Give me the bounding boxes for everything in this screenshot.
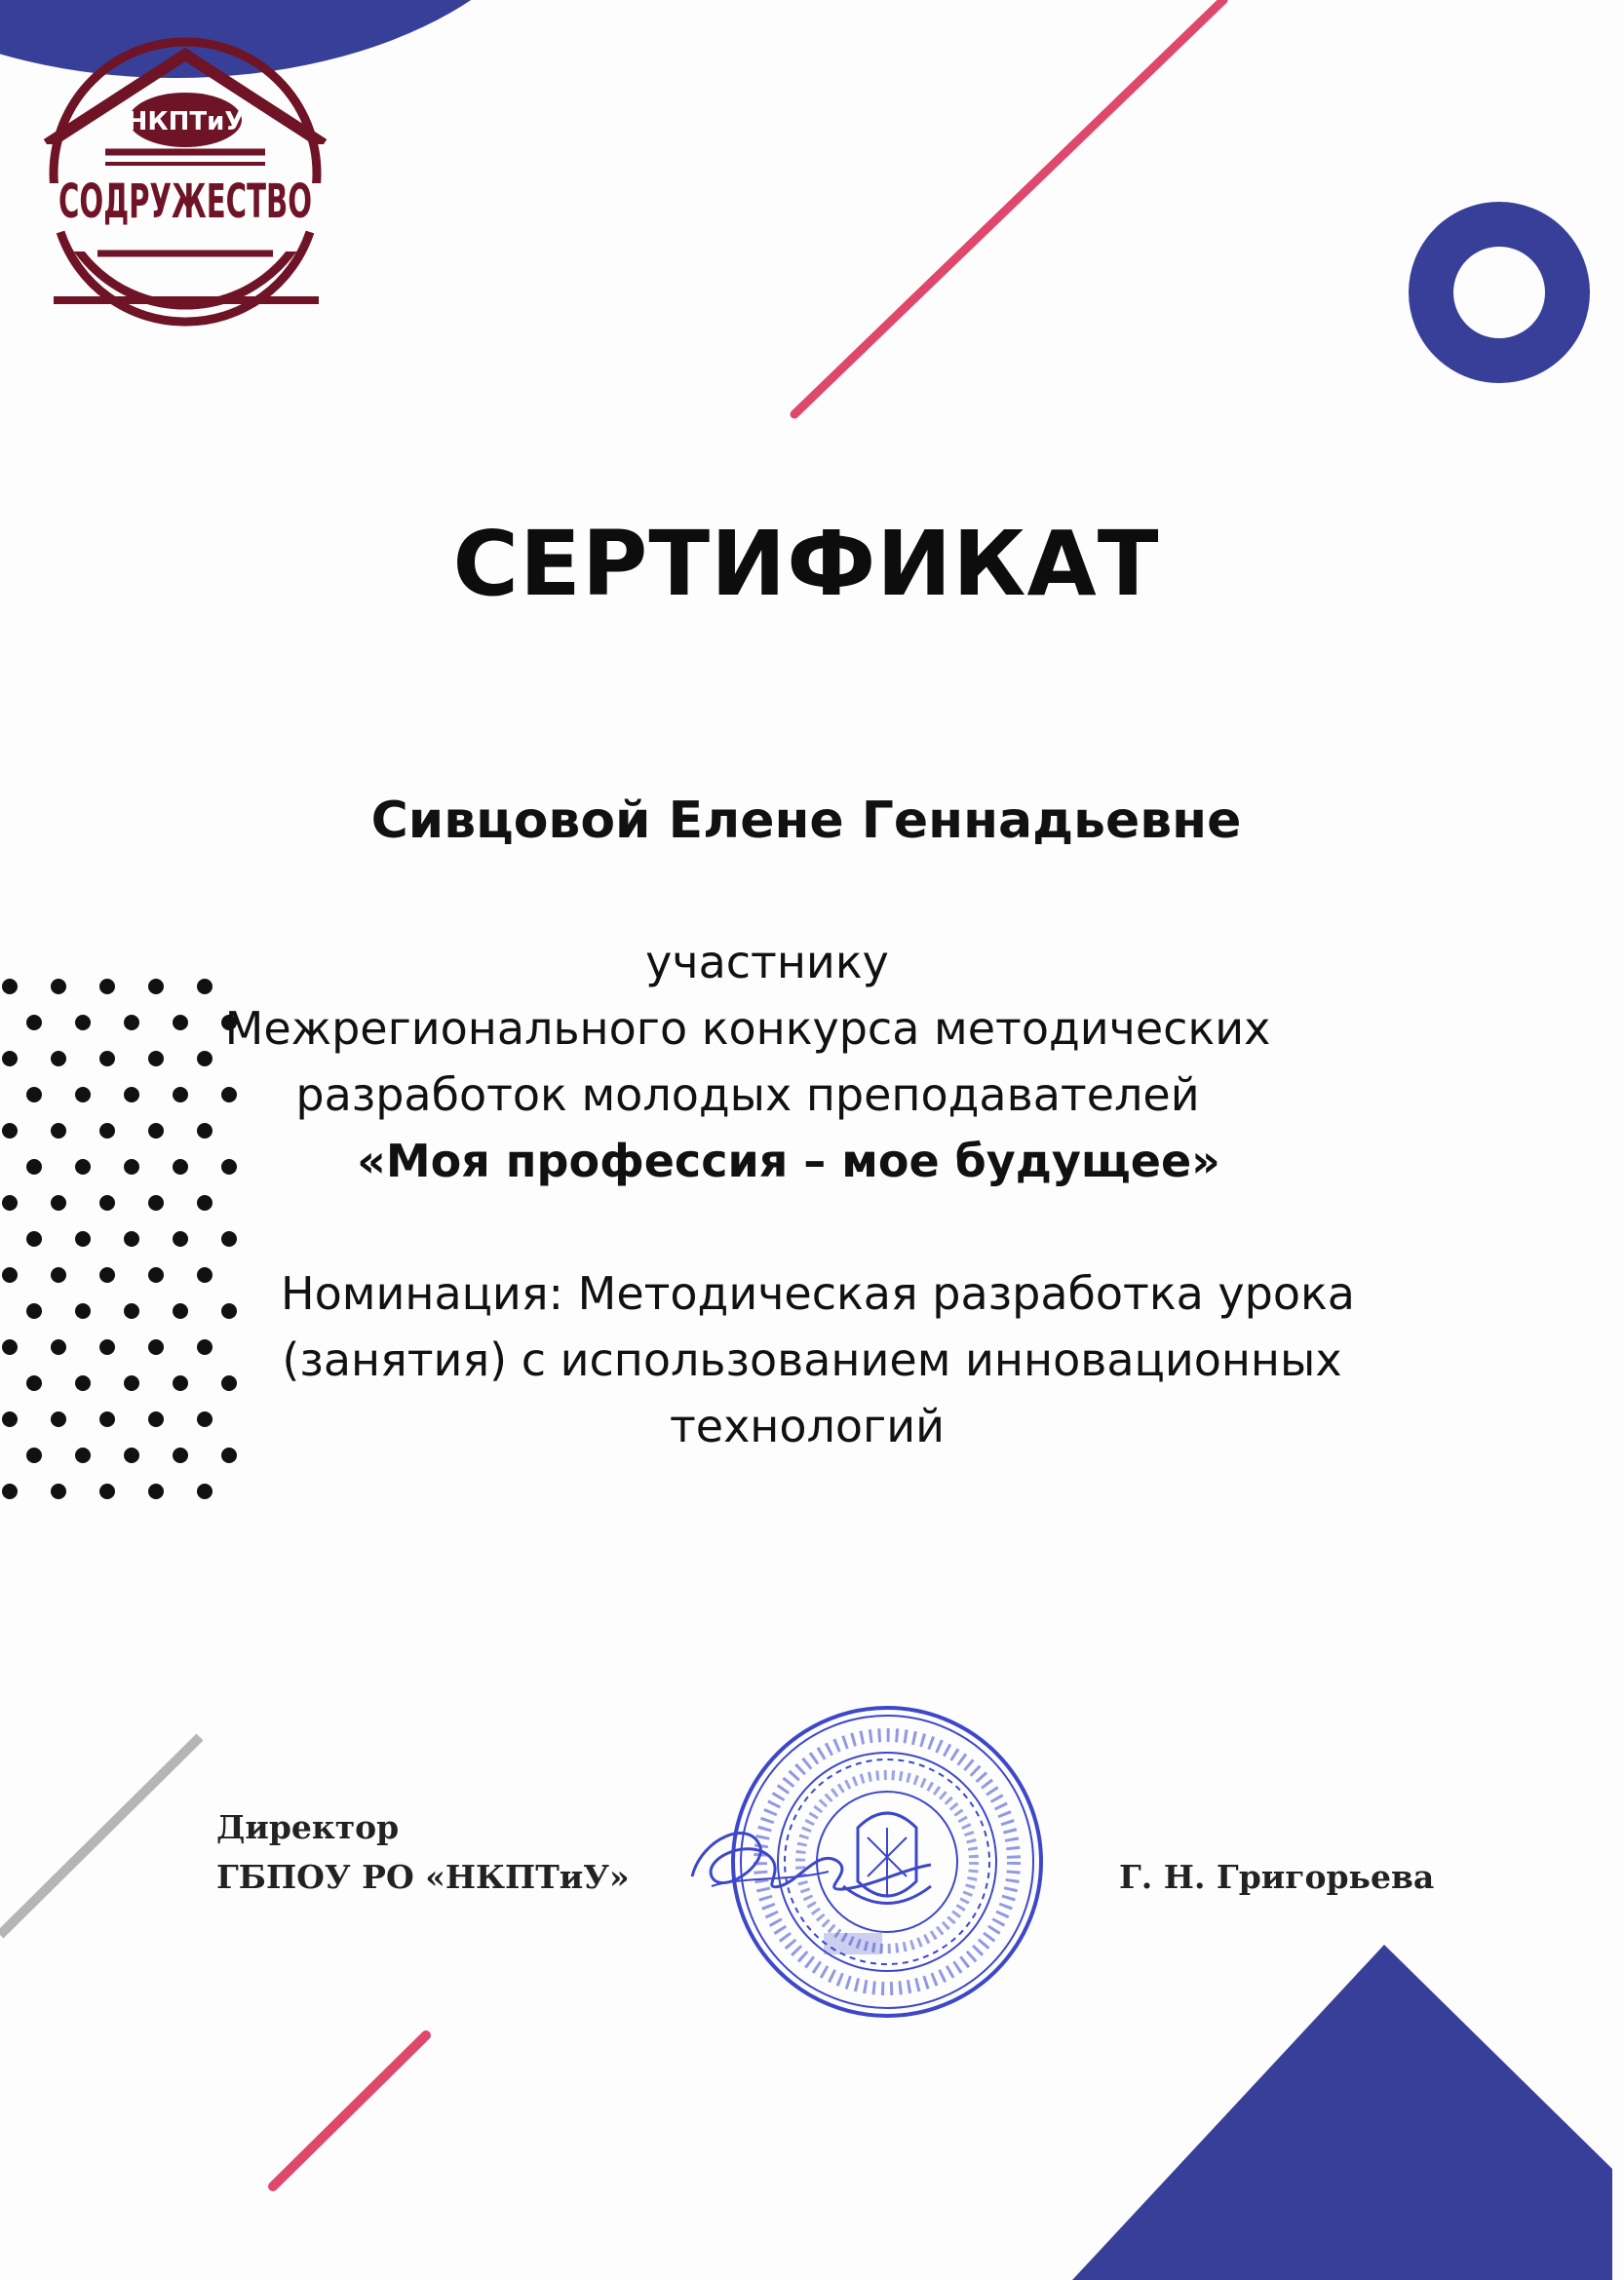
signature-organization: ГБПОУ РО «НКПТиУ» — [216, 1858, 630, 1896]
pattern-dot — [99, 1484, 115, 1499]
pattern-dot — [173, 1231, 188, 1247]
pink-diagonal-line-top — [794, 0, 1223, 414]
pattern-dot — [148, 1484, 164, 1499]
contest-name: «Моя профессия – мое будущее» — [357, 1135, 1220, 1187]
pattern-dot — [197, 1195, 213, 1211]
pattern-dot — [51, 1484, 66, 1499]
nomination-line: (занятия) с использованием инновационных — [282, 1333, 1342, 1386]
sodruzhestvo-logo — [39, 37, 331, 315]
nomination-text — [0, 1260, 1612, 1459]
recipient-name: Сивцовой Елене Геннадьевне — [370, 792, 1242, 850]
participation-text — [0, 929, 1612, 1194]
pattern-dot — [51, 1195, 66, 1211]
pattern-dot — [2, 1484, 18, 1499]
signature-position: Директор — [216, 1808, 400, 1846]
pattern-dot — [221, 1231, 237, 1247]
pattern-dot — [2, 1195, 18, 1211]
participation-line: Межрегионального конкурса методических — [224, 1002, 1271, 1055]
logo-abbreviation: НКПТиУ — [126, 107, 245, 136]
pattern-dot — [124, 1231, 139, 1247]
official-stamp — [673, 1691, 1063, 2023]
pattern-dot — [197, 1484, 213, 1499]
logo-name: СОДРУЖЕСТВО — [58, 174, 312, 229]
pattern-dot — [99, 1195, 115, 1211]
pink-diagonal-line-bottom — [273, 2035, 426, 2186]
nomination-line: Номинация: Методическая разработка урока — [281, 1267, 1355, 1320]
signature-name: Г. Н. Григорьева — [1119, 1858, 1435, 1896]
pattern-dot — [75, 1231, 91, 1247]
nomination-line: технологий — [669, 1400, 946, 1452]
blue-triangle — [1072, 1945, 1612, 2280]
participation-line: разработок молодых преподавателей — [295, 1068, 1200, 1121]
blue-ring — [1431, 224, 1567, 361]
pattern-dot — [148, 1195, 164, 1211]
certificate-title: СЕРТИФИКАТ — [452, 512, 1160, 616]
pattern-dot — [26, 1231, 42, 1247]
participation-line: участнику — [645, 936, 889, 988]
gray-diagonal-line — [0, 1737, 200, 1935]
